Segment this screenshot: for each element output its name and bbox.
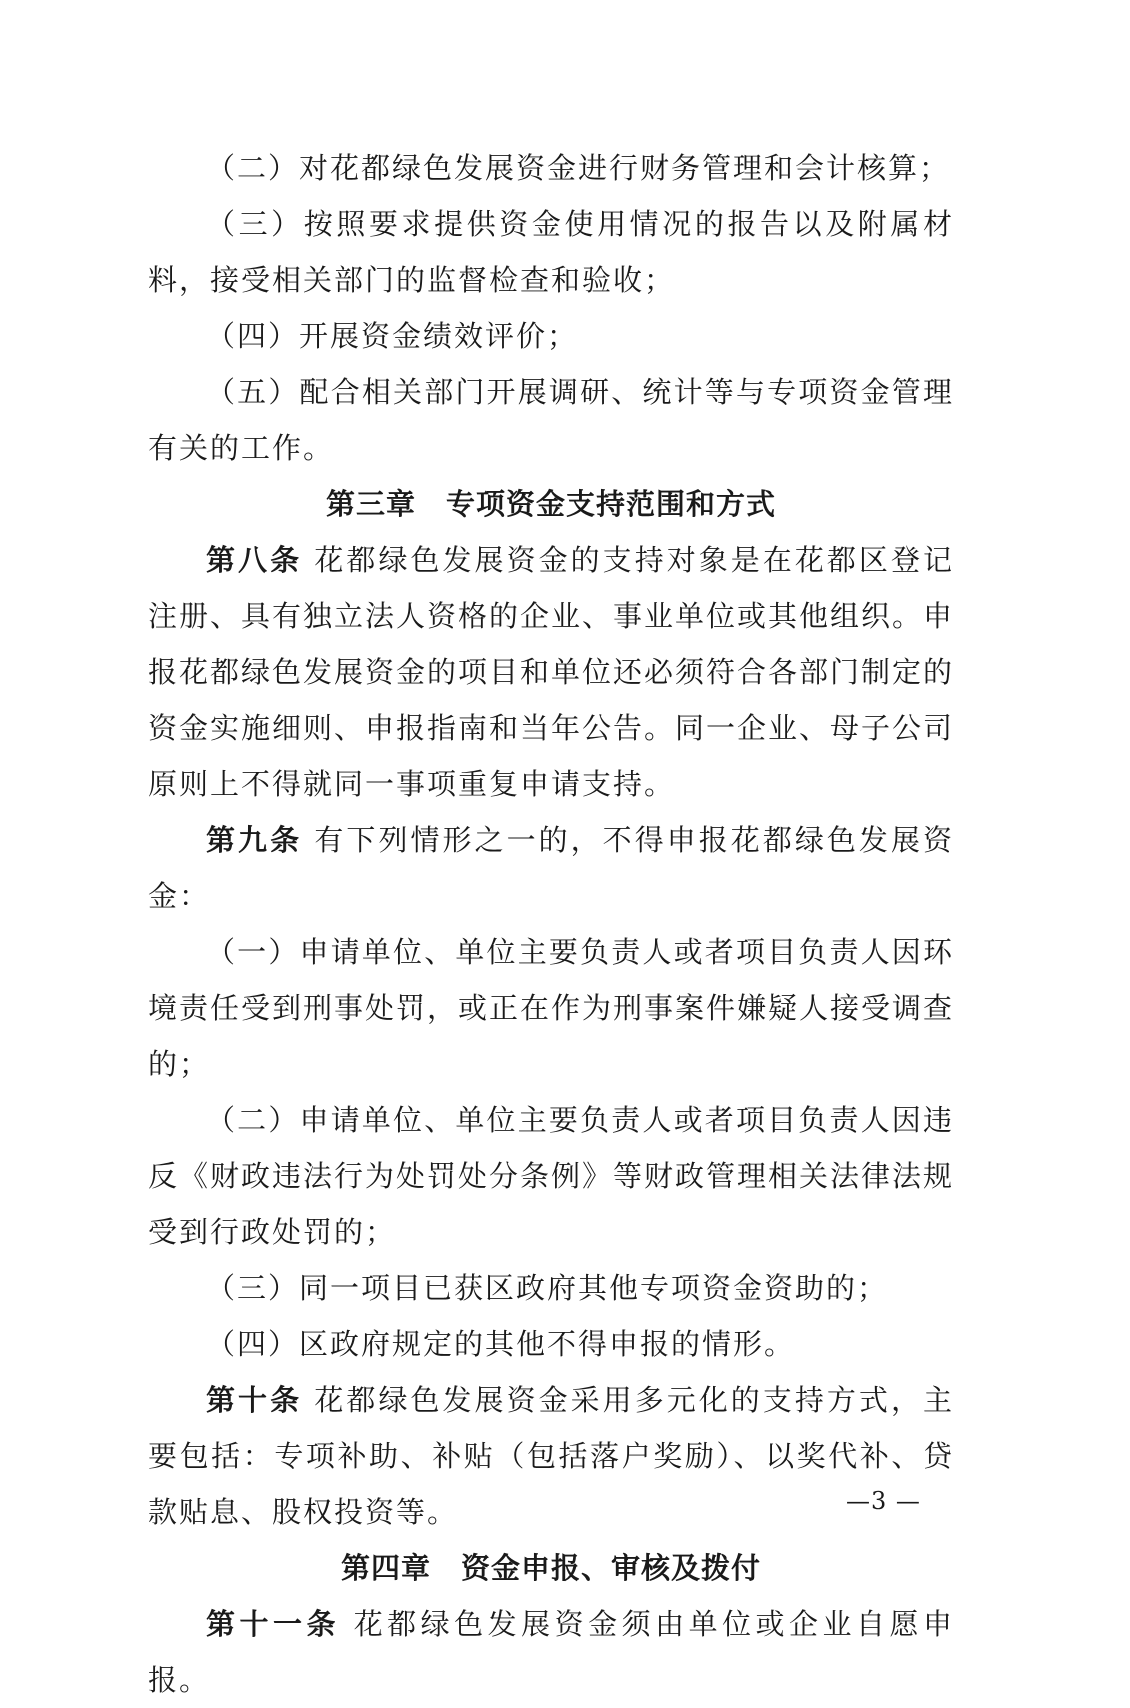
- article-9-item-3: （三）同一项目已获区政府其他专项资金资助的；: [206, 1271, 889, 1305]
- article-9-text: 有下列情形之一的，不得申报花都绿色发展资金：: [148, 823, 954, 913]
- page-body: [148, 140, 954, 1708]
- paragraph-item-2: （二）对花都绿色发展资金进行财务管理和会计核算；: [206, 151, 951, 185]
- paragraph-item-5: （五）配合相关部门开展调研、统计等与专项资金管理有关的工作。: [148, 375, 954, 465]
- article-10-text: 花都绿色发展资金采用多元化的支持方式，主要包括：专项补助、补贴（包括落户奖励）、以奖代补、贷款贴息、股权投资等。: [148, 1383, 954, 1529]
- page-number: —3 —: [846, 1487, 921, 1515]
- paragraph-item-4: （四）开展资金绩效评价；: [206, 319, 579, 353]
- article-9-item-4: （四）区政府规定的其他不得申报的情形。: [206, 1327, 796, 1361]
- article-11: [148, 1596, 954, 1708]
- article-9: [148, 812, 954, 924]
- article-8: [148, 532, 954, 812]
- article-8-label: 第八条: [206, 543, 303, 577]
- article-9-item-1: （一）申请单位、单位主要负责人或者项目负责人因环境责任受到刑事处罚，或正在作为刑事案件嫌疑人接受调查的；: [148, 935, 955, 1081]
- article-10-label: 第十条: [206, 1383, 303, 1417]
- chapter-3-heading: 第三章 专项资金支持范围和方式: [325, 487, 776, 521]
- chapter-4-heading: 第四章 资金申报、审核及拨付: [340, 1551, 761, 1585]
- article-9-label: 第九条: [206, 823, 303, 857]
- article-11-label: 第十一条: [206, 1607, 340, 1641]
- article-11-text: 花都绿色发展资金须由单位或企业自愿申报。: [148, 1607, 954, 1697]
- article-8-text: 花都绿色发展资金的支持对象是在花都区登记注册、具有独立法人资格的企业、事业单位或其他组织。申报花都绿色发展资金的项目和单位还必须符合各部门制定的资金实施细则、申报指南和当年公告。同一企业、母子公司原则上不得就同一事项重复申请支持。: [148, 543, 955, 801]
- article-9-item-2: （二）申请单位、单位主要负责人或者项目负责人因违反《财政违法行为处罚处分条例》等财政管理相关法律法规受到行政处罚的；: [148, 1103, 955, 1249]
- paragraph-item-3: （三）按照要求提供资金使用情况的报告以及附属材料，接受相关部门的监督检查和验收；: [148, 207, 954, 297]
- article-10: [148, 1372, 954, 1540]
